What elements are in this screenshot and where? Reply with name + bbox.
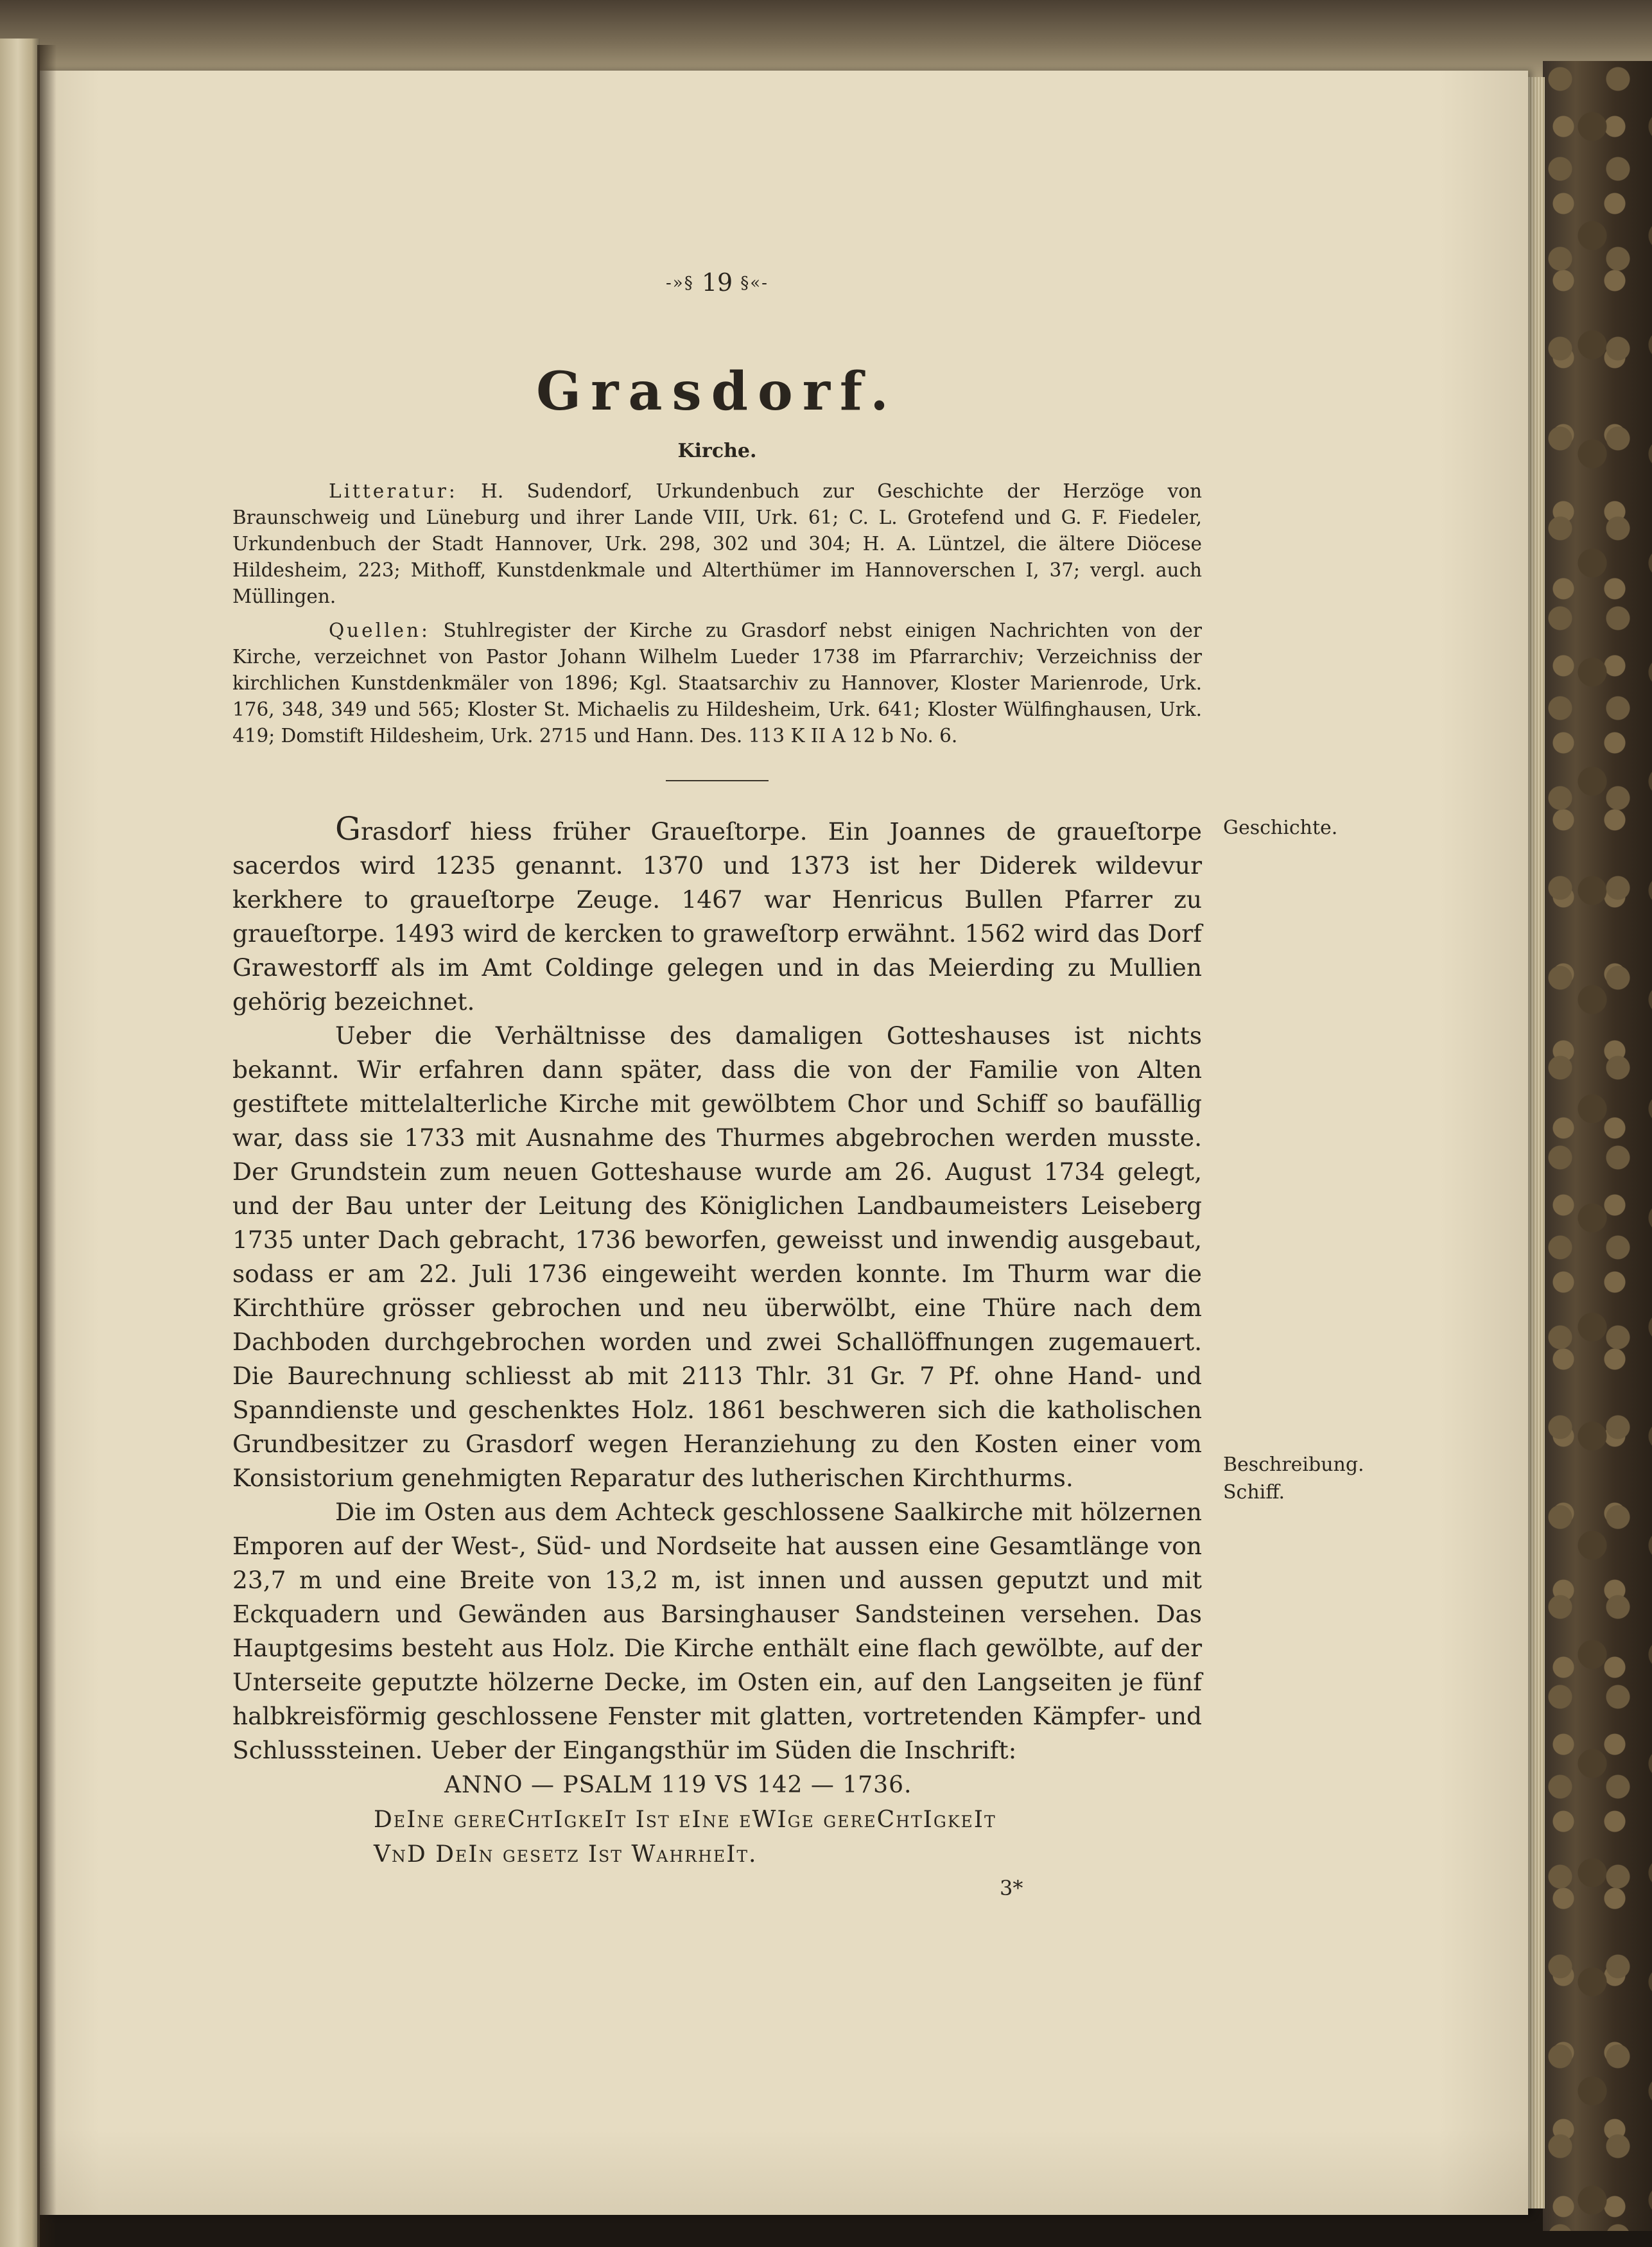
text-block <box>232 263 1202 1901</box>
page-title: Grasdorf. <box>536 361 898 422</box>
ornament-left: -»§ <box>666 273 694 293</box>
page-number-line <box>232 263 1202 302</box>
history-paragraph-1 <box>232 810 1202 1019</box>
page-number: 19 <box>701 268 733 297</box>
book-cover-marbled <box>1543 61 1652 2231</box>
margin-note-nave: Schiff. <box>1223 1481 1285 1504</box>
history-paragraph-1-text: rasdorf hiess früher Graueſtorpe. Ein Joannes de graueſtorpe sacerdos wird 1235 genannt. 1370 und 1373 ist her Diderek wildevur kerkhere to graueſtorpe Zeuge. 1467 war Henricus Bullen Pfarrer zu graueſtorpe. 1493 wird de kercken to graweſtorp erwähnt. 1562 wird das Dorf Grawestorff als im Amt Coldinge gelegen und in das Meierding zu Mullien gehörig bezeichnet. <box>232 817 1202 1016</box>
description-paragraph-1: Die im Osten aus dem Achteck geschlossene Saalkirche mit hölzernen Emporen auf der West-, Süd- und Nordseite hat aussen eine Gesamtlänge von 23,7 m und eine Breite von 13,2 m, ist innen und aussen geputzt und mit Eckquadern und Gewänden aus Barsinghauser Sandsteinen versehen. Das Hauptgesims besteht aus Holz. Die Kirche enthält eine flach gewölbte, auf der Unterseite geputzte hölzerne Decke, im Osten ein, auf den Langseiten je fünf halbkreisförmig geschlossene Fenster mit glatten, vortretenden Kämpfer- und Schlusssteinen. Ueber der Eingangsthür im Süden die Inschrift: <box>232 1498 1202 1764</box>
sources-text: Stuhlregister der Kirche zu Grasdorf nebst einigen Nachrichten von der Kirche, verzeichnet von Pastor Johann Wilhelm Lueder 1738 im Pfarrarchiv; Verzeichniss der kirchlichen Kunstdenkmäler von 1896; Kgl. Staatsarchiv zu Hannover, Kloster Marienrode, Urk. 176, 348, 349 und 565; Kloster St. Michaelis zu Hildesheim, Urk. 641; Kloster Wülfinghausen, Urk. 419; Domstift Hildesheim, Urk. 2715 und Hann. Des. 113 K II A 12 b No. 6. <box>232 620 1202 747</box>
literature-paragraph <box>232 478 1202 610</box>
margin-note-description: Beschreibung. <box>1223 1453 1364 1476</box>
inscription-line-1: ANNO — PSALM 119 VS 142 — 1736. <box>444 1772 912 1798</box>
facing-page-edge <box>0 39 40 2247</box>
section-divider <box>666 780 769 781</box>
inscription-line-2: DeIne gereChtIgkeIt Ist eIne eWIge gereChtIgkeIt <box>374 1807 996 1833</box>
page-stack-edge <box>1528 77 1545 2208</box>
margin-note-history: Geschichte. <box>1223 817 1338 839</box>
inscription-line-3: VnD DeIn gesetz Ist WahrheIt. <box>374 1841 758 1868</box>
sources-paragraph <box>232 618 1202 749</box>
signature-mark: 3* <box>1000 1876 1023 1900</box>
literature-label: Litteratur: <box>329 480 458 502</box>
scan-top-edge <box>0 0 1652 77</box>
initial-letter: G <box>335 810 361 847</box>
gutter-shadow <box>37 45 57 2247</box>
history-paragraph-2: Ueber die Verhältnisse des damaligen Gotteshauses ist nichts bekannt. Wir erfahren dann später, dass die von der Familie von Alten gestiftete mittelalterliche Kirche mit gewölbtem Chor und Schiff so baufällig war, dass sie 1733 mit Ausnahme des Thurmes abgebrochen werden musste. Der Grundstein zum neuen Gotteshause wurde am 26. August 1734 gelegt, und der Bau unter der Leitung des Königlichen Landbaumeisters Leiseberg 1735 unter Dach gebracht, 1736 beworfen, geweisst und inwendig ausgebaut, sodass er am 22. Juli 1736 eingeweiht werden konnte. Im Thurm war die Kirchthüre grösser gebrochen und neu überwölbt, eine Thüre nach dem Dachboden durchgebrochen worden und zwei Schallöffnungen zugemauert. Die Baurechnung schliesst ab mit 2113 Thlr. 31 Gr. 7 Pf. ohne Hand- und Spanndienste und geschenktes Holz. 1861 beschweren sich die katholischen Grundbesitzer zu Grasdorf wegen Heranziehung zu den Kosten einer vom Konsistorium genehmigten Reparatur des lutherischen Kirchthurms. <box>232 1021 1202 1492</box>
page-subtitle: Kirche. <box>677 440 757 462</box>
ornament-right: §«- <box>740 273 769 293</box>
sources-label: Quellen: <box>329 620 430 641</box>
literature-text: H. Sudendorf, Urkundenbuch zur Geschichte der Herzöge von Braunschweig und Lüneburg und ihrer Lande VIII, Urk. 61; C. L. Grotefend und G. F. Fiedeler, Urkundenbuch der Stadt Hannover, Urk. 298, 302 und 304; H. A. Lüntzel, die ältere Diöcese Hildesheim, 223; Mithoff, Kunstdenkmale und Alterthümer im Hannoverschen I, 37; vergl. auch Müllingen. <box>232 480 1202 607</box>
